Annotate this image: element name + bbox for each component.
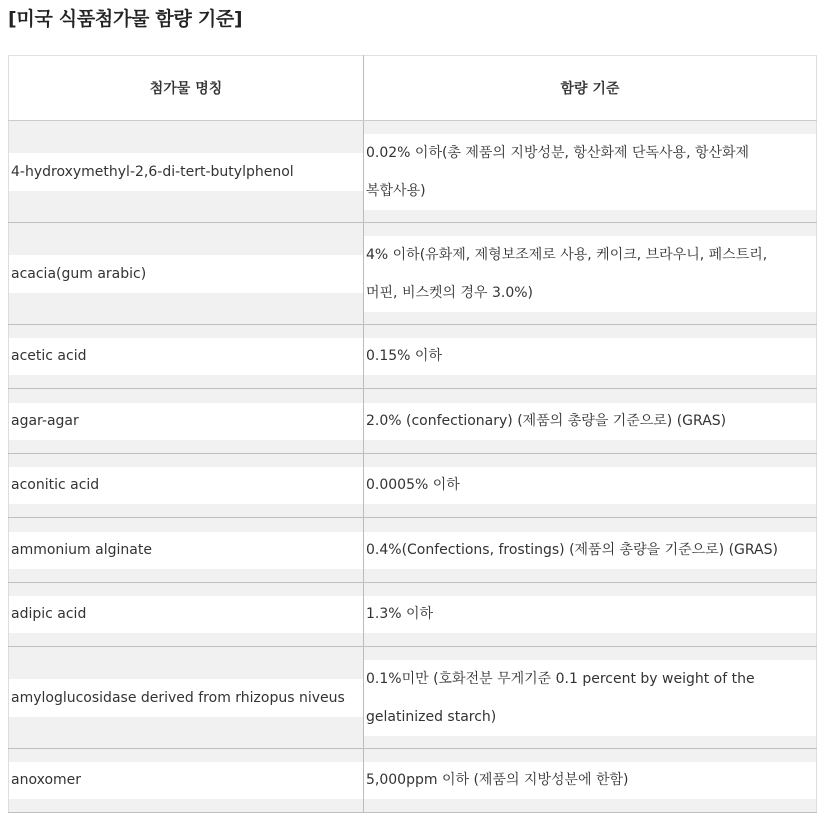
- content-standard-line: 복합사용): [366, 182, 426, 199]
- content-standard-line: 머핀, 비스켓의 경우 3.0%): [366, 284, 534, 301]
- table-row: [9, 647, 817, 749]
- table-row: [9, 749, 817, 813]
- additive-name: acacia(gum arabic): [9, 255, 363, 293]
- additive-name: adipic acid: [9, 596, 363, 633]
- content-standard-line: 5,000ppm 이하 (제품의 지방성분에 한함): [366, 772, 629, 788]
- table-row: [9, 389, 817, 454]
- content-standard-cell: [364, 389, 817, 454]
- additive-name-cell: [9, 121, 364, 223]
- content-standard-cell: [364, 454, 817, 518]
- table-row: [9, 325, 817, 389]
- content-standard-cell: [364, 223, 817, 325]
- content-standard: [364, 236, 816, 312]
- content-standard-cell: [364, 583, 817, 647]
- content-standard-line: 0.15% 이하: [366, 348, 442, 364]
- content-standard-line: 2.0% (confectionary) (제품의 총량을 기준으로) (GRAS): [366, 412, 727, 429]
- additive-name-cell: [9, 518, 364, 583]
- content-standard: [364, 403, 816, 440]
- content-standard: [364, 134, 816, 210]
- additive-name-cell: [9, 647, 364, 749]
- content-standard: [364, 338, 816, 375]
- content-standard-cell: [364, 749, 817, 813]
- content-standard-cell: [364, 121, 817, 223]
- content-standard-line: 0.02% 이하(총 제품의 지방성분, 항산화제 단독사용, 항산화제: [366, 144, 750, 161]
- content-standard-line: gelatinized starch): [366, 708, 497, 725]
- content-standard: [364, 532, 816, 569]
- additive-name: amyloglucosidase derived from rhizopus niveus: [9, 679, 363, 717]
- additive-name: ammonium alginate: [9, 532, 363, 569]
- header-content-standard: 함량 기준: [364, 56, 817, 121]
- additive-name-cell: [9, 583, 364, 647]
- content-standard: [364, 660, 816, 736]
- additive-name: 4-hydroxymethyl-2,6-di-tert-butylphenol: [9, 153, 363, 191]
- table-row: [9, 518, 817, 583]
- additive-name-cell: [9, 325, 364, 389]
- content-standard-line: 0.0005% 이하: [366, 477, 460, 493]
- additive-name: acetic acid: [9, 338, 363, 375]
- content-standard-line: 4% 이하(유화제, 제형보조제로 사용, 케이크, 브라우니, 페스트리,: [366, 246, 768, 263]
- content-standard-line: 0.1%미만 (호화전분 무게기준 0.1 percent by weight of the: [366, 670, 755, 687]
- content-standard-line: 0.4%(Confections, frostings) (제품의 총량을 기준으로) (GRAS): [366, 541, 778, 558]
- additive-name-cell: [9, 389, 364, 454]
- table-row: [9, 454, 817, 518]
- content-standard-cell: [364, 325, 817, 389]
- content-standard: [364, 596, 816, 633]
- table-row: [9, 583, 817, 647]
- content-standard: [364, 467, 816, 504]
- additive-name: agar-agar: [9, 403, 363, 440]
- table-header-row: [9, 56, 817, 121]
- table-row: [9, 121, 817, 223]
- content-standard-cell: [364, 518, 817, 583]
- content-standard-line: 1.3% 이하: [366, 606, 434, 622]
- content-standard: [364, 762, 816, 799]
- content-standard-cell: [364, 647, 817, 749]
- additive-name: aconitic acid: [9, 467, 363, 504]
- table-row: [9, 223, 817, 325]
- additive-name: anoxomer: [9, 762, 363, 799]
- additive-name-cell: [9, 749, 364, 813]
- additive-standards-table: [8, 55, 817, 813]
- additive-name-cell: [9, 223, 364, 325]
- header-additive-name: 첨가물 명칭: [9, 56, 364, 121]
- page-title: [미국 식품첨가물 함량 기준]: [8, 8, 243, 30]
- additive-name-cell: [9, 454, 364, 518]
